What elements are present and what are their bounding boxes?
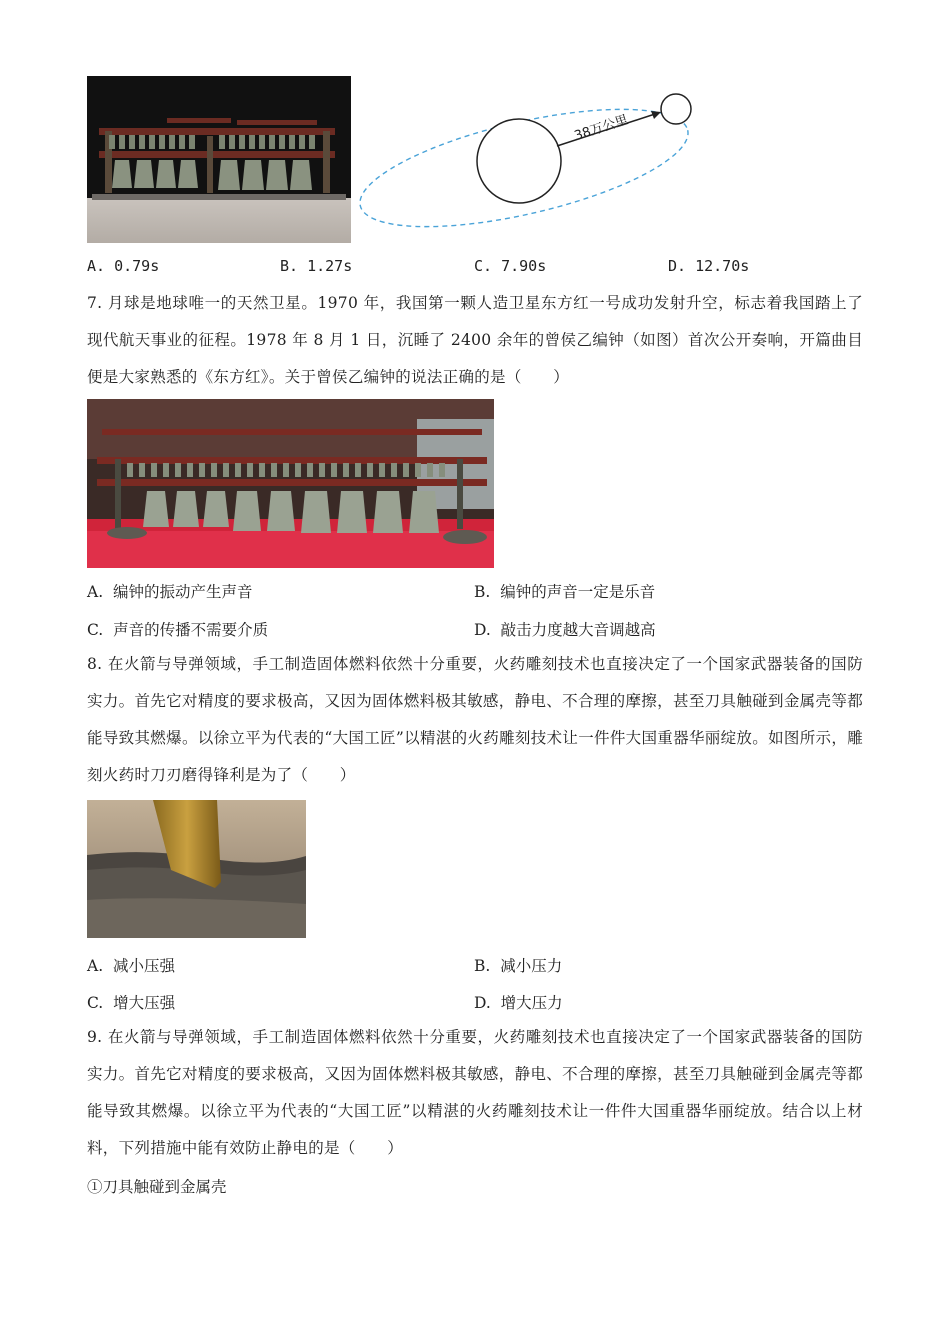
q7-option-d[interactable]: D. 敲击力度越大音调越高 bbox=[474, 621, 656, 639]
q8-option-a[interactable]: A. 减小压强 bbox=[87, 957, 175, 975]
q7-option-c[interactable]: C. 声音的传播不需要介质 bbox=[87, 621, 269, 639]
q7-option-b[interactable]: B. 编钟的声音一定是乐音 bbox=[474, 583, 656, 601]
q9-item-1: ①刀具触碰到金属壳 bbox=[87, 1178, 227, 1196]
q7-stem: 7. 月球是地球唯一的天然卫星。1970 年，我国第一颗人造卫星东方红一号成功发射升空，标志着我国踏上了现代航天事业的征程。1978 年 8 月 1 日，沉睡了 2400 余年的曾侯乙编钟（如图）首次公开奏响，开篇曲目便是大家熟悉的《东方红》。关于曾侯乙编钟的说法正确的是（ ） bbox=[87, 294, 863, 386]
earth-circle bbox=[477, 119, 561, 203]
propellant-carving-photo bbox=[87, 800, 306, 938]
distance-label: 38万公里 bbox=[572, 112, 631, 145]
q9-stem: 9. 在火箭与导弹领域，手工制造固体燃料依然十分重要，火药雕刻技术也直接决定了一个国家武器装备的国防实力。首先它对精度的要求极高，又因为固体燃料极其敏感，静电、不合理的摩擦，甚至刀具触碰到金属壳等都能导致其燃爆。以徐立平为代表的“大国工匠”以精湛的火药雕刻技术让一件件大国重器华丽绽放。结合以上材料，下列措施中能有效防止静电的是（ ） bbox=[87, 1028, 863, 1157]
q8-option-c[interactable]: C. 增大压强 bbox=[87, 994, 176, 1012]
q8-option-d[interactable]: D. 增大压力 bbox=[474, 994, 563, 1012]
q6-option-b[interactable]: B. 1.27s bbox=[280, 257, 353, 275]
q8-option-b[interactable]: B. 减小压力 bbox=[474, 957, 563, 975]
bianzhong-photo-red bbox=[87, 399, 494, 568]
earth-moon-diagram bbox=[351, 88, 696, 235]
q6-option-d[interactable]: D. 12.70s bbox=[668, 257, 750, 275]
q6-option-a[interactable]: A. 0.79s bbox=[87, 257, 160, 275]
q8-stem: 8. 在火箭与导弹领域，手工制造固体燃料依然十分重要，火药雕刻技术也直接决定了一个国家武器装备的国防实力。首先它对精度的要求极高，又因为固体燃料极其敏感，静电、不合理的摩擦，甚至刀具触碰到金属壳等都能导致其燃爆。以徐立平为代表的“大国工匠”以精湛的火药雕刻技术让一件件大国重器华丽绽放。如图所示，雕刻火药时刀刃磨得锋利是为了（ ） bbox=[87, 655, 863, 784]
q7-option-a[interactable]: A. 编钟的振动产生声音 bbox=[87, 583, 253, 601]
moon-circle bbox=[661, 94, 691, 124]
bianzhong-photo-dark bbox=[87, 76, 351, 243]
q6-option-c[interactable]: C. 7.90s bbox=[474, 257, 547, 275]
